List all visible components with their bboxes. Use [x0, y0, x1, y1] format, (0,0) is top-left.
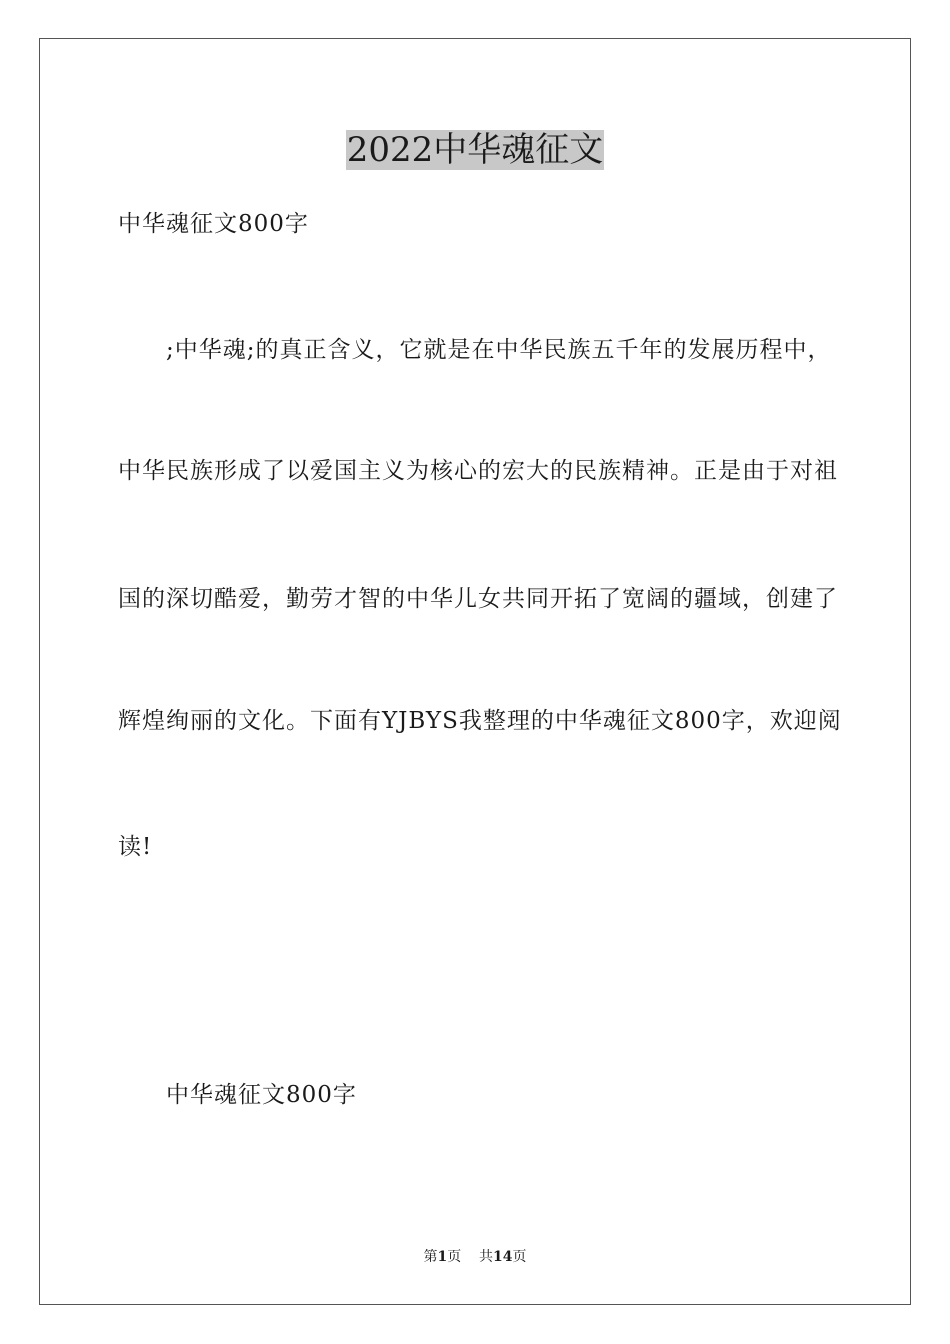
footer-total-unit: 页	[512, 1249, 527, 1265]
page-footer	[0, 1248, 950, 1266]
footer-page-number: 1	[437, 1249, 448, 1265]
footer-total-prefix: 共	[479, 1249, 494, 1265]
body-line-3: 国的深切酷爱，勤劳才智的中华儿女共同开拓了宽阔的疆域，创建了	[118, 586, 838, 612]
body-line-4: 辉煌绚丽的文化。下面有YJBYS我整理的中华魂征文800字，欢迎阅	[118, 708, 842, 734]
body-line-1: ;中华魂;的真正含义，它就是在中华民族五千年的发展历程中，	[118, 337, 832, 363]
body-line-2: 中华民族形成了以爱国主义为核心的宏大的民族精神。正是由于对祖	[118, 458, 838, 484]
footer-prefix: 第	[423, 1249, 438, 1265]
footer-total-pages: 14	[493, 1249, 513, 1265]
body-line-5: 读!	[118, 834, 153, 860]
document-title-text: 2022中华魂征文	[346, 130, 604, 170]
document-title	[0, 128, 950, 172]
section-heading: 中华魂征文800字	[166, 1082, 357, 1108]
document-subtitle: 中华魂征文800字	[118, 211, 309, 237]
footer-page-unit: 页	[447, 1249, 462, 1265]
